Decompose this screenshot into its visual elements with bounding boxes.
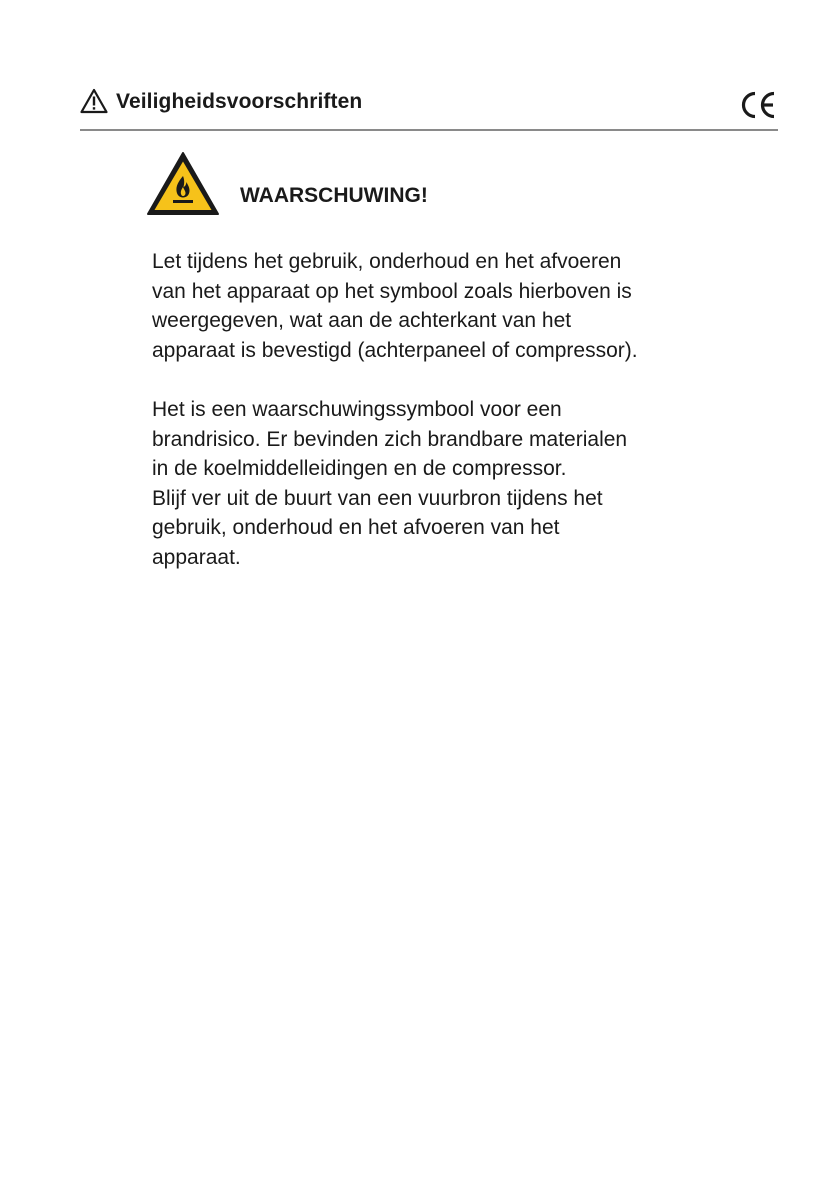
paragraph-line: apparaat. (152, 545, 241, 569)
ce-mark-icon (738, 90, 778, 120)
page-title: Veiligheidsvoorschriften (116, 90, 363, 113)
header-divider (80, 129, 778, 131)
paragraph-line: apparaat is bevestigd (achterpaneel of compressor). (152, 338, 638, 362)
warning-triangle-icon (80, 88, 108, 114)
warning-paragraph-2 (152, 395, 627, 573)
paragraph-line: Het is een waarschuwingssymbool voor een (152, 398, 562, 421)
flammable-warning-icon (146, 151, 220, 216)
paragraph-line: weergegeven, wat aan de achterkant van het (152, 309, 572, 333)
paragraph-line: van het apparaat op het symbool zoals hierboven is (152, 279, 632, 303)
paragraph-line: Let tijdens het gebruik, onderhoud en het afvoeren (152, 250, 622, 273)
paragraph-line: in de koelmiddelleidingen en de compressor. (152, 457, 567, 481)
warning-heading: WAARSCHUWING! (240, 184, 428, 207)
paragraph-line: Blijf ver uit de buurt van een vuurbron tijdens het (152, 486, 603, 510)
warning-paragraph-1 (152, 247, 638, 365)
page-header (80, 86, 778, 124)
paragraph-line: brandrisico. Er bevinden zich brandbare materialen (152, 427, 628, 451)
paragraph-line: gebruik, onderhoud en het afvoeren van het (152, 516, 560, 540)
